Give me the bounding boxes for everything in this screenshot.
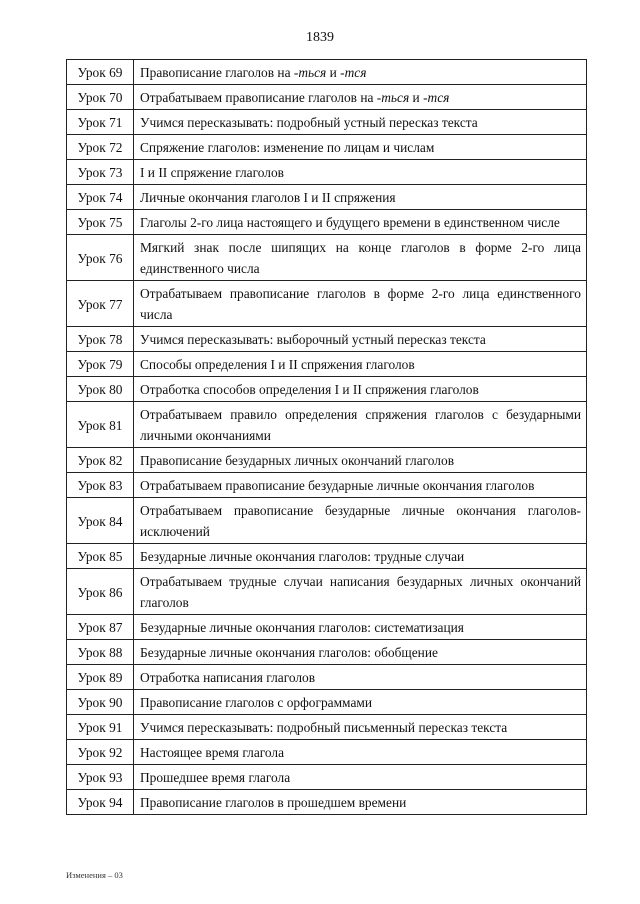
topic-text-italic: -тся <box>423 90 450 105</box>
lessons-table <box>66 59 587 815</box>
lesson-number: Урок 72 <box>67 135 134 160</box>
lesson-number: Урок 93 <box>67 765 134 790</box>
lesson-number: Урок 73 <box>67 160 134 185</box>
table-row <box>67 765 587 790</box>
lesson-number: Урок 79 <box>67 352 134 377</box>
topic-text: Способы определения I и II спряжения глаголов <box>140 357 415 372</box>
topic-text: Учимся пересказывать: выборочный устный пересказ текста <box>140 332 486 347</box>
table-row <box>67 160 587 185</box>
lesson-topic <box>134 615 587 640</box>
table-row <box>67 377 587 402</box>
topic-text: Правописание глаголов в прошедшем времени <box>140 795 407 810</box>
lesson-number: Урок 90 <box>67 690 134 715</box>
topic-text: Отрабатываем правописание безударные личные окончания глаголов <box>140 478 535 493</box>
lesson-topic <box>134 210 587 235</box>
table-row <box>67 281 587 327</box>
lesson-number: Урок 91 <box>67 715 134 740</box>
table-row <box>67 740 587 765</box>
lesson-topic <box>134 402 587 448</box>
topic-text-italic: -ться <box>293 65 327 80</box>
lesson-number: Урок 86 <box>67 569 134 615</box>
table-row <box>67 473 587 498</box>
lesson-topic <box>134 60 587 85</box>
table-row <box>67 235 587 281</box>
lesson-topic <box>134 327 587 352</box>
table-row <box>67 569 587 615</box>
lesson-topic <box>134 352 587 377</box>
lesson-topic <box>134 569 587 615</box>
table-row <box>67 715 587 740</box>
table-row <box>67 665 587 690</box>
lesson-topic <box>134 473 587 498</box>
table-row <box>67 352 587 377</box>
lesson-number: Урок 94 <box>67 790 134 815</box>
topic-text: Глаголы 2-го лица настоящего и будущего времени в единственном числе <box>140 215 560 230</box>
topic-text: Отрабатываем правописание глаголов в форме 2-го лица единственного числа <box>140 286 581 322</box>
lesson-topic <box>134 160 587 185</box>
topic-text-italic: -тся <box>340 65 367 80</box>
topic-text: Отрабатываем правописание безударные личные окончания глаголов-исключений <box>140 503 581 539</box>
table-row <box>67 210 587 235</box>
topic-text: Отрабатываем правописание глаголов на <box>140 90 377 105</box>
topic-text: Учимся пересказывать: подробный устный пересказ текста <box>140 115 478 130</box>
lesson-topic <box>134 790 587 815</box>
lesson-number: Урок 75 <box>67 210 134 235</box>
lesson-topic <box>134 85 587 110</box>
topic-text: Безударные личные окончания глаголов: обобщение <box>140 645 438 660</box>
lesson-number: Урок 89 <box>67 665 134 690</box>
lesson-number: Урок 81 <box>67 402 134 448</box>
lesson-number: Урок 78 <box>67 327 134 352</box>
lesson-topic <box>134 765 587 790</box>
lesson-topic <box>134 498 587 544</box>
lesson-number: Урок 74 <box>67 185 134 210</box>
topic-text: Настоящее время глагола <box>140 745 285 760</box>
table-row <box>67 110 587 135</box>
table-row <box>67 544 587 569</box>
lesson-number: Урок 76 <box>67 235 134 281</box>
lesson-number: Урок 77 <box>67 281 134 327</box>
table-row <box>67 135 587 160</box>
topic-text: Правописание безударных личных окончаний глаголов <box>140 453 455 468</box>
topic-text: Отрабатываем трудные случаи написания безударных личных окончаний глаголов <box>140 574 581 610</box>
lesson-number: Урок 83 <box>67 473 134 498</box>
topic-text: Правописание глаголов с орфограммами <box>140 695 373 710</box>
table-row <box>67 498 587 544</box>
table-row <box>67 60 587 85</box>
table-row <box>67 327 587 352</box>
lesson-topic <box>134 110 587 135</box>
topic-text: Личные окончания глаголов I и II спряжения <box>140 190 396 205</box>
topic-text: Мягкий знак после шипящих на конце глаголов в форме 2-го лица единственного числа <box>140 240 581 276</box>
page-number: 1839 <box>306 30 334 45</box>
table-row <box>67 690 587 715</box>
table-row <box>67 448 587 473</box>
lesson-topic <box>134 544 587 569</box>
table-row <box>67 402 587 448</box>
table-row <box>67 615 587 640</box>
topic-text: Правописание глаголов на <box>140 65 294 80</box>
topic-text: Отрабатываем правило определения спряжения глаголов с безударными личными окончаниями <box>140 407 581 443</box>
lesson-topic <box>134 715 587 740</box>
lesson-topic <box>134 377 587 402</box>
lesson-topic <box>134 281 587 327</box>
lesson-number: Урок 71 <box>67 110 134 135</box>
topic-text: Прошедшее время глагола <box>140 770 291 785</box>
lesson-number: Урок 70 <box>67 85 134 110</box>
table-row <box>67 85 587 110</box>
topic-text: Отработка написания глаголов <box>140 670 316 685</box>
topic-text: Безударные личные окончания глаголов: систематизация <box>140 620 464 635</box>
topic-text: Учимся пересказывать: подробный письменный пересказ текста <box>140 720 508 735</box>
lesson-number: Урок 92 <box>67 740 134 765</box>
lesson-number: Урок 87 <box>67 615 134 640</box>
topic-text-italic: -ться <box>376 90 410 105</box>
table-row <box>67 640 587 665</box>
lesson-number: Урок 85 <box>67 544 134 569</box>
lesson-topic <box>134 665 587 690</box>
topic-text: и <box>409 90 424 105</box>
lesson-topic <box>134 185 587 210</box>
lesson-topic <box>134 690 587 715</box>
topic-text: Спряжение глаголов: изменение по лицам и числам <box>140 140 435 155</box>
lesson-number: Урок 80 <box>67 377 134 402</box>
lesson-number: Урок 88 <box>67 640 134 665</box>
lesson-topic <box>134 740 587 765</box>
table-row <box>67 790 587 815</box>
lesson-topic <box>134 235 587 281</box>
lesson-number: Урок 82 <box>67 448 134 473</box>
topic-text: Отработка способов определения I и II спряжения глаголов <box>140 382 479 397</box>
lesson-topic <box>134 135 587 160</box>
lesson-topic <box>134 448 587 473</box>
footer-revision: Изменения – 03 <box>66 870 123 880</box>
lesson-topic <box>134 640 587 665</box>
topic-text: Безударные личные окончания глаголов: трудные случаи <box>140 549 465 564</box>
topic-text: и <box>326 65 341 80</box>
lesson-number: Урок 84 <box>67 498 134 544</box>
lessons-table-body <box>67 60 587 815</box>
topic-text: I и II спряжение глаголов <box>140 165 285 180</box>
lesson-number: Урок 69 <box>67 60 134 85</box>
table-row <box>67 185 587 210</box>
